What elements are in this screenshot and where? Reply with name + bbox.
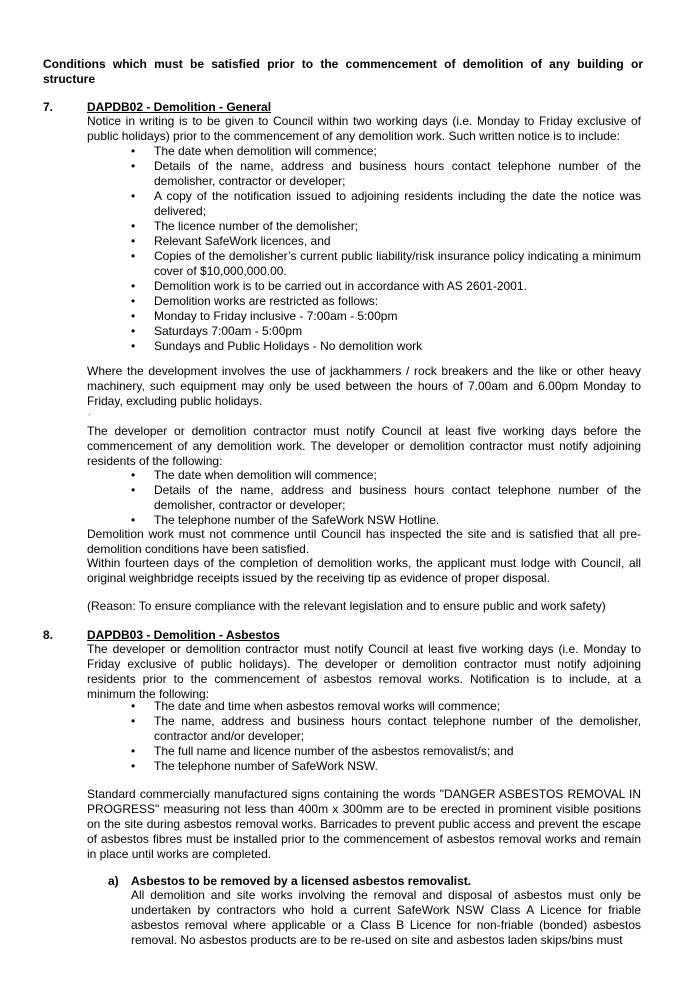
section-7-reason: (Reason: To ensure compliance with the relevant legislation and to ensure public and work safety) — [87, 599, 606, 613]
section-7-residents-list — [87, 468, 641, 528]
section-8-signs: Standard commercially manufactured signs containing the words "DANGER ASBESTOS REMOVAL IN PROGRESS" measuring not less than 400m x 300mm are to be erected in prominent visible positions on the site during asbestos removal works. Barricades to prevent public access and prevent the escape of asbestos fibres must be installed prior to the commencement of asbestos removal works and remain in place until works are completed. — [87, 787, 641, 861]
subsection-a-body: All demolition and site works involving the removal and disposal of asbestos must only be undertaken by contractors who hold a current SafeWork NSW Class A Licence for friable asbestos removal where applicable or a Class B Licence for non-friable (bonded) asbestos removal. No asbestos products are to be re-used on site and asbestos laden skips/bins must — [131, 888, 641, 947]
list-item: • Relevant SafeWork licences, and — [87, 234, 641, 249]
section-7-weighbridge: Within fourteen days of the completion of demolition works, the applicant must lodge with Council, all original weighbridge receipts issued by the receiving tip as evidence of proper disposal. — [87, 556, 641, 585]
list-item: • The date when demolition will commence; — [87, 144, 641, 159]
list-item: • Sundays and Public Holidays - No demolition work — [87, 339, 641, 354]
section-8-intro: The developer or demolition contractor must notify Council at least five working days (i.e. Monday to Friday exclusive of public holidays). The developer or demolition contractor must notify adjoining residents prior to the commencement of asbestos removal works. Notification is to include, at a minimum the following: — [87, 642, 641, 701]
section-7-intro: Notice in writing is to be given to Council within two working days (i.e. Monday to Friday exclusive of public holidays) prior to the commencement of any demolition work. Such written notice is to include: — [87, 114, 641, 143]
subsection-a-label: a) — [108, 874, 119, 888]
section-8-number: 8. — [43, 628, 54, 642]
list-item: • Saturdays 7:00am - 5:00pm — [87, 324, 641, 339]
list-item: • Monday to Friday inclusive - 7:00am - 5:00pm — [87, 309, 641, 324]
list-item: • The telephone number of the SafeWork NSW Hotline. — [87, 513, 641, 528]
stray-mark: ◦ — [88, 410, 91, 419]
section-8-title: DAPDB03 - Demolition - Asbestos — [87, 628, 280, 642]
list-item: • A copy of the notification issued to adjoining residents including the date the notice was delivered; — [87, 189, 641, 219]
list-item: • Copies of the demolisher’s current public liability/risk insurance policy indicating a minimum cover of $10,000,000.00. — [87, 249, 641, 279]
section-7-inspect: Demolition work must not commence until Council has inspected the site and is satisfied that all pre-demolition conditions have been satisfied. — [87, 527, 641, 556]
list-item: • The full name and licence number of the asbestos removalist/s; and — [87, 744, 641, 759]
list-item: • Details of the name, address and business hours contact telephone number of the demolisher, contractor or developer; — [87, 159, 641, 189]
list-item: • The licence number of the demolisher; — [87, 219, 641, 234]
list-item: • Demolition work is to be carried out in accordance with AS 2601-2001. — [87, 279, 641, 294]
list-item: • The date when demolition will commence; — [87, 468, 641, 483]
section-7-notice-list — [87, 144, 641, 354]
list-item: • The date and time when asbestos removal works will commence; — [87, 699, 641, 714]
section-7-number: 7. — [43, 100, 54, 114]
page-heading: Conditions which must be satisfied prior to the commencement of demolition of any building or structure — [43, 57, 643, 86]
list-item: • The name, address and business hours contact telephone number of the demolisher, contractor and/or developer; — [87, 714, 641, 744]
section-7-notify: The developer or demolition contractor must notify Council at least five working days before the commencement of any demolition work. The developer or demolition contractor must notify adjoining residents of the following: — [87, 424, 641, 468]
section-7-machinery: Where the development involves the use of jackhammers / rock breakers and the like or other heavy machinery, such equipment may only be used between the hours of 7.00am and 6.00pm Monday to Friday, excluding public holidays. — [87, 364, 641, 408]
subsection-a-title: Asbestos to be removed by a licensed asbestos removalist. — [131, 874, 472, 888]
list-item: • Details of the name, address and business hours contact telephone number of the demolisher, contractor or developer; — [87, 483, 641, 513]
list-item: • Demolition works are restricted as follows: — [87, 294, 641, 309]
list-item: • The telephone number of SafeWork NSW. — [87, 759, 641, 774]
section-8-notification-list — [87, 699, 641, 774]
section-7-title: DAPDB02 - Demolition - General — [87, 100, 272, 114]
